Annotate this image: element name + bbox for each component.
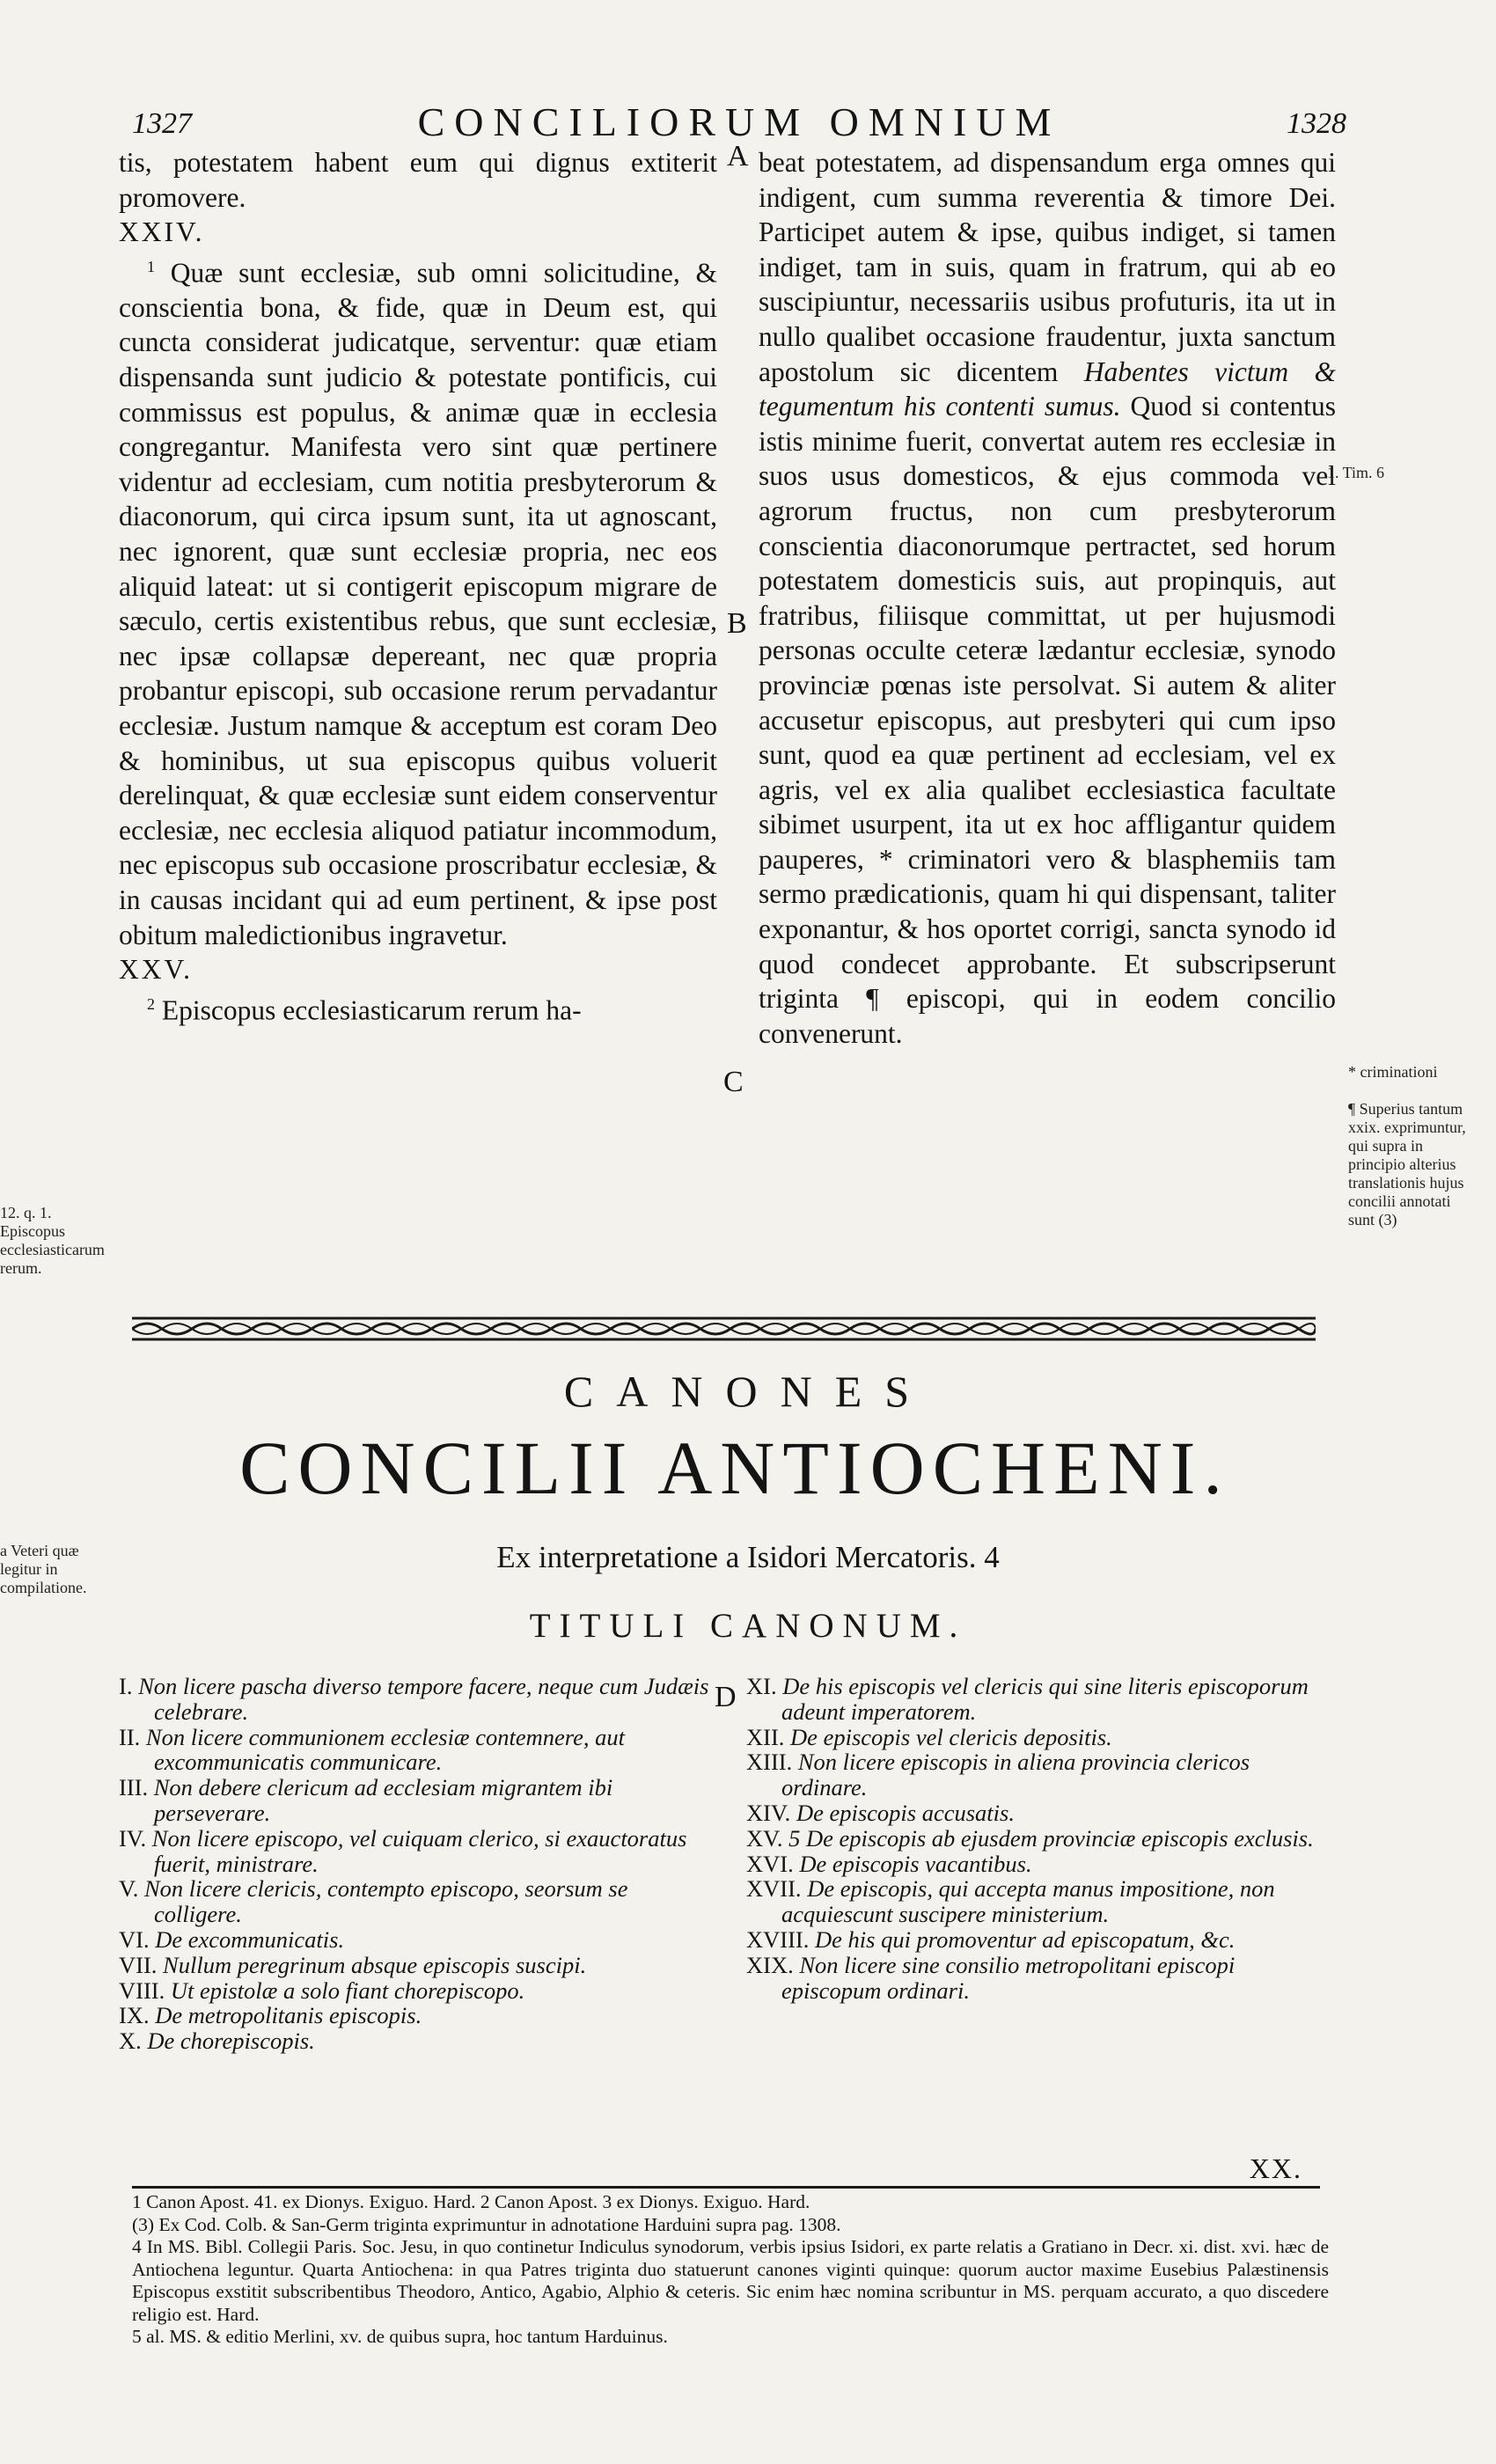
tituli-heading: TITULI CANONUM. bbox=[529, 1607, 967, 1645]
titulus-number: VII. bbox=[119, 1951, 158, 1978]
titulus-entry bbox=[746, 1749, 1338, 1800]
canon-25-body: Episcopus ecclesiasticarum rerum ha- bbox=[161, 994, 582, 1026]
footnote: 5 al. MS. & editio Merlini, xv. de quibus supra, hoc tantum Harduinus. bbox=[132, 2326, 668, 2347]
section-marker-b: B bbox=[727, 607, 747, 640]
footnote-ref-1: 1 bbox=[147, 257, 155, 275]
titulus-entry bbox=[746, 1826, 1338, 1852]
margin-note-left-2: a Veteri quæ legitur in compilatione. bbox=[0, 1542, 87, 1596]
titulus-text: De his qui promoventur ad episcopatum, &c. bbox=[815, 1925, 1236, 1953]
titulus-text: De episcopis vacantibus. bbox=[799, 1850, 1032, 1877]
titulus-number: XII. bbox=[746, 1723, 785, 1750]
titulus-text: Nullum peregrinum absque episcopis suscipi. bbox=[163, 1951, 587, 1978]
section-marker-c: C bbox=[723, 1066, 744, 1098]
interpretation-line: Ex interpretatione a Isidori Mercatoris. 4 bbox=[496, 1540, 1000, 1574]
titulus-entry bbox=[119, 1674, 717, 1725]
titulus-entry bbox=[119, 1953, 717, 1978]
titulus-number: XVII. bbox=[746, 1875, 802, 1903]
titulus-text: De episcopis accusatis. bbox=[796, 1799, 1015, 1826]
canon-24-body: Quæ sunt ecclesiæ, sub omni solicitudine, & conscientia bona, & fide, quæ in Deum est, qui cuncta considerat judicatque, serventur: quæ etiam dispensanda sunt judicio & potestate pontificis, cui commissus est populus, & animæ quæ in ecclesia congregantur. Manifesta vero sint quæ pertinere videntur ad ecclesiam, cum notitia presbyterorum & diaconorum, qui circa ipsum sunt, ita ut agnoscant, nec ignorent, quæ sunt ecclesiæ propria, nec eos aliquid lateat: ut si contigerit episcopum migrare de sæculo, certis existentibus rebus, que sunt ecclesiæ, nec ipsæ collapsæ depereant, nec quæ propria probantur episcopi, sub occasione rerum pervadantur ecclesiæ. Justum namque & acceptum est coram Deo & hominibus, ut sua episcopus quibus voluerit derelinquat, & quæ ecclesiæ sunt eidem conserventur ecclesiæ, nec ecclesia aliquod patiatur incommodum, nec episcopus sub occasione proscribatur ecclesiæ, & in causas incidant qui ad eum pertinent, & ipse post obitum maledictionibus ingravetur. bbox=[119, 257, 717, 950]
opening-text: tis, potestatem habent eum qui dignus extiterit promovere. bbox=[119, 147, 717, 213]
margin-note-right-3: ¶ Superius tantum xxix. exprimuntur, qui supra in principio alterius translationis hujus concilii annotati sunt (3) bbox=[1348, 1100, 1466, 1228]
titulus-text: De episcopis vel clericis depositis. bbox=[790, 1723, 1112, 1750]
footnote-rule bbox=[132, 2186, 1320, 2189]
margin-note-right-2: * criminationi bbox=[1348, 1063, 1438, 1081]
footnote: (3) Ex Cod. Colb. & San-Germ triginta exprimuntur in adnotatione Harduini supra pag. 1308. bbox=[132, 2213, 841, 2235]
titulus-entry bbox=[119, 2028, 717, 2054]
titulus-text: De excommunicatis. bbox=[155, 1925, 345, 1953]
left-column bbox=[119, 145, 717, 1028]
titulus-number: IV. bbox=[119, 1824, 147, 1852]
titulus-entry bbox=[119, 1826, 717, 1877]
canon-heading-25: XXV. bbox=[119, 954, 194, 986]
titulus-entry bbox=[119, 1876, 717, 1927]
titulus-number: VI. bbox=[119, 1925, 150, 1953]
right-column bbox=[759, 145, 1336, 1051]
canon-heading-24: XXIV. bbox=[119, 216, 205, 248]
titulus-text: Non licere pascha diverso tempore facere, neque cum Judæis celebrare. bbox=[138, 1673, 709, 1725]
titulus-number: III. bbox=[119, 1774, 149, 1801]
section-marker-a: A bbox=[727, 140, 749, 172]
titulus-entry bbox=[119, 2003, 717, 2028]
footnote-ref-2: 2 bbox=[147, 994, 155, 1013]
titulus-text: Non licere communionem ecclesiæ contemnere, aut excommunicatis communicare. bbox=[145, 1723, 625, 1776]
titulus-text: De his episcopis vel clericis qui sine literis episcoporum adeunt imperatorem. bbox=[781, 1673, 1309, 1725]
footnote: 1 Canon Apost. 41. ex Dionys. Exiguo. Hard. 2 Canon Apost. 3 ex Dionys. Exiguo. Hard. bbox=[132, 2191, 810, 2212]
footnote: 4 In MS. Bibl. Collegii Paris. Soc. Jesu, in quo continetur Indiculus synodorum, verbis ipsius Isidori, ex parte relatis a Gratiano in Decr. xi. dist. xvi. hæc de Antiochena leguntur. Quarta Antiochena: in qua Patres triginta duo statuerunt canones viginti quinque: quorum auctor maxime Eusebius Palæstinensis Episcopus exstitit subscribentibus Theodoro, Antico, Agabio, Alphio & ceteris. Sic enim hæc nomina scribuntur in MS. perquam accurato, a quo discedere religio est. Hard. bbox=[132, 2236, 1329, 2325]
titulus-entry bbox=[746, 1852, 1338, 1877]
titulus-text: De chorepiscopis. bbox=[147, 2028, 315, 2055]
tituli-list-left bbox=[119, 1674, 717, 2054]
titulus-number: X. bbox=[119, 2028, 142, 2055]
titulus-text: Non licere sine consilio metropolitani episcopi episcopum ordinari. bbox=[781, 1951, 1236, 2004]
margin-note-right-1: 1. Tim. 6 bbox=[1327, 464, 1385, 481]
titulus-number: XVIII. bbox=[746, 1925, 810, 1953]
page-number-right: 1328 bbox=[1287, 107, 1346, 140]
titulus-text: 5 De episcopis ab ejusdem provinciæ episcopis exclusis. bbox=[788, 1824, 1314, 1852]
titulus-text: De metropolitanis episcopis. bbox=[155, 2002, 422, 2029]
titulus-text: Non licere episcopo, vel cuiquam clerico, si exauctoratus fuerit, ministrare. bbox=[151, 1824, 687, 1877]
titulus-entry bbox=[119, 1927, 717, 1953]
titulus-number: XV. bbox=[746, 1824, 783, 1852]
running-title: CONCILIORUM OMNIUM bbox=[417, 99, 1061, 144]
titulus-number: XVI. bbox=[746, 1850, 794, 1877]
titulus-number: XIX. bbox=[746, 1951, 794, 1978]
titulus-text: De episcopis, qui accepta manus impositione, non acquiescunt suscipere ministerium. bbox=[781, 1875, 1275, 1928]
titulus-text: Non licere clericis, contempto episcopo, seorsum se colligere. bbox=[143, 1875, 628, 1928]
right-column-text bbox=[759, 145, 1336, 1051]
titulus-number: I. bbox=[119, 1673, 133, 1699]
titulus-number: VIII. bbox=[119, 1976, 165, 2004]
titulus-entry bbox=[746, 1800, 1338, 1826]
titulus-number: II. bbox=[119, 1723, 141, 1750]
titulus-number: XIII. bbox=[746, 1749, 793, 1776]
titulus-number: IX. bbox=[119, 2002, 150, 2029]
titulus-entry bbox=[119, 1725, 717, 1776]
scripture-quote: Habentes victum & tegumentum his contenti sumus. bbox=[759, 356, 1336, 422]
section-marker-d: D bbox=[715, 1681, 737, 1713]
titulus-entry bbox=[119, 1978, 717, 2004]
titulus-entry bbox=[746, 1927, 1338, 1953]
ornamental-divider bbox=[132, 1313, 1316, 1345]
page-number-left: 1327 bbox=[132, 107, 192, 140]
titulus-number: XI. bbox=[746, 1673, 777, 1699]
titulus-entry bbox=[746, 1876, 1338, 1927]
tituli-list-right bbox=[746, 1674, 1338, 2003]
margin-note-left-1: 12. q. 1. Episcopus ecclesiasticarum rerum. bbox=[0, 1204, 105, 1277]
section-canones: CANONES bbox=[563, 1367, 933, 1416]
titulus-text: Non debere clericum ad ecclesiam migrantem ibi perseverare. bbox=[153, 1774, 613, 1826]
titulus-entry bbox=[119, 1775, 717, 1826]
titulus-number: V. bbox=[119, 1875, 139, 1903]
titulus-entry bbox=[746, 1953, 1338, 2004]
titulus-number: XIV. bbox=[746, 1799, 791, 1826]
catchword: XX. bbox=[1249, 2152, 1302, 2184]
right-text-2: Quod si contentus istis minime fuerit, convertat autem res ecclesiæ in suos usus domesticos, & ejus commoda vel agrorum fructus, non cum presbyterorum conscientia diaconorumque pertractet, sed horum potestatem domesticis suis, aut propinquis, aut fratribus, filiisque committat, ut per hujusmodi personas occulte ceteræ lædantur ecclesiæ, synodo provinciæ pœnas iste persolvat. Si autem & aliter accusetur episcopus, aut presbyteri qui cum ipso sunt, quod ea quæ pertinent ad ecclesiam, vel ex agris, vel ex alia qualibet ecclesiastica facultate sibimet usurpent, ita ut ex hoc affligantur quidem pauperes, * criminatori vero & blasphemiis tam sermo prædicationis, quam hi qui dispensant, taliter exponantur, & hos oportet corrigi, sancta synodo id quod condecet approbante. Et subscripserunt triginta ¶ episcopi, qui in eodem concilio convenerunt. bbox=[759, 391, 1336, 1049]
canon-25-text bbox=[119, 987, 717, 1028]
titulus-entry bbox=[746, 1674, 1338, 1725]
right-text-1: beat potestatem, ad dispensandum erga omnes qui indigent, cum summa reverentia & timore Dei. Participet autem & ipse, quibus indiget, si tamen indiget, tam in suis, quam in fratrum, qui ab eo suscipiuntur, necessariis usibus profuturis, ita ut in nullo qualibet occasione fraudentur, juxta sanctum apostolum sic dicentem bbox=[759, 147, 1336, 387]
canon-24-text bbox=[119, 250, 717, 952]
titulus-text: Ut epistolæ a solo fiant chorepiscopo. bbox=[170, 1976, 525, 2004]
council-title: CONCILII ANTIOCHENI. bbox=[239, 1426, 1230, 1510]
titulus-entry bbox=[746, 1725, 1338, 1750]
titulus-text: Non licere episcopis in aliena provincia clericos ordinare. bbox=[781, 1749, 1250, 1801]
footnotes bbox=[132, 2191, 1329, 2349]
